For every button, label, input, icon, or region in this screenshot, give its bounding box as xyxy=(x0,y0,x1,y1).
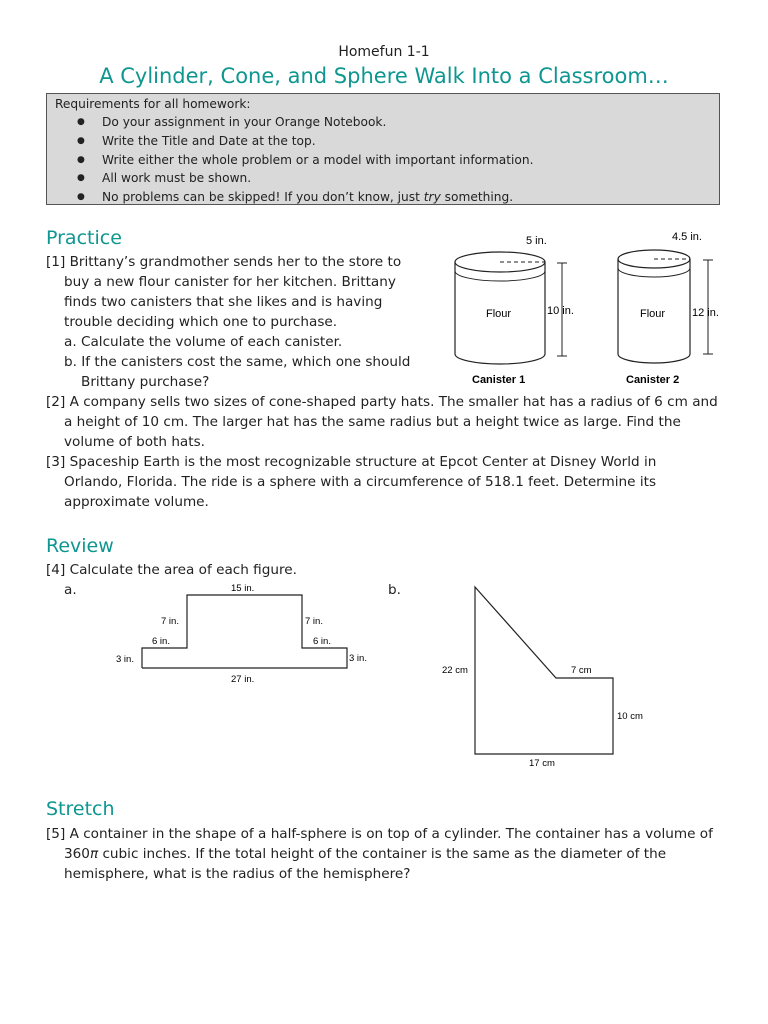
problem-3-line: Orlando, Florida. The ride is a sphere with a circumference of 518.1 feet. Determine its xyxy=(64,474,657,490)
requirement-item: ● All work must be shown. xyxy=(102,169,533,188)
problem-1-line: [1] Brittany’s grandmother sends her to the store to xyxy=(46,254,402,270)
requirements-title: Requirements for all homework: xyxy=(55,97,251,111)
problem-4: [4] Calculate the area of each figure. xyxy=(46,562,297,578)
requirement-item: ● Do your assignment in your Orange Notebook. xyxy=(102,113,533,132)
figure-a-bottom-label: 27 in. xyxy=(231,674,255,685)
figure-b-bottom-label: 17 cm xyxy=(529,758,555,769)
canister-2-height-label: 12 in. xyxy=(692,307,719,319)
figure-b-right-label: 10 cm xyxy=(617,711,643,722)
problem-2 xyxy=(46,392,718,452)
page-title: A Cylinder, Cone, and Sphere Walk Into a Classroom… xyxy=(99,64,669,88)
problem-5-line: [5] A container in the shape of a half-sphere is on top of a cylinder. The container has a volume of xyxy=(46,826,713,842)
figure-a-shape xyxy=(142,595,347,668)
canister-1 xyxy=(455,235,574,386)
canister-1-height-label: 10 in. xyxy=(547,305,574,317)
problem-2-line: a height of 10 cm. The larger hat has the same radius but a height twice as large. Find the xyxy=(64,414,681,430)
canister-2-caption: Canister 2 xyxy=(626,374,680,386)
figure-a-label: a. xyxy=(64,582,77,598)
figure-a-right-side-label: 3 in. xyxy=(349,653,367,664)
canisters-figure xyxy=(440,226,740,391)
figure-b-step-label: 7 cm xyxy=(571,665,592,676)
canister-2-rim xyxy=(618,268,690,277)
canister-1-radius-label: 5 in. xyxy=(526,235,547,247)
problem-1-part-a: a. Calculate the volume of each canister. xyxy=(64,334,343,350)
problem-3-line: approximate volume. xyxy=(64,494,209,510)
problem-1-line: Brittany purchase? xyxy=(81,374,210,390)
review-heading: Review xyxy=(46,535,114,557)
pi-symbol: π xyxy=(89,846,99,862)
problem-1-line: finds two canisters that she likes and is having xyxy=(64,294,383,310)
requirements-list xyxy=(47,113,533,207)
canister-2 xyxy=(618,231,719,386)
problem-2-line: volume of both hats. xyxy=(64,434,205,450)
requirement-item: ● Write either the whole problem or a model with important information. xyxy=(102,151,533,170)
stretch-heading: Stretch xyxy=(46,798,115,820)
problem-5 xyxy=(46,824,713,884)
problem-1-line: buy a new flour canister for her kitchen. Brittany xyxy=(64,274,396,290)
canister-2-flour-label: Flour xyxy=(640,308,666,320)
practice-heading: Practice xyxy=(46,227,122,249)
canister-1-flour-label: Flour xyxy=(486,308,512,320)
figure-a-left-side-label: 3 in. xyxy=(116,654,134,665)
figure-a-top-label: 15 in. xyxy=(231,583,255,594)
figure-a xyxy=(100,578,390,688)
page-subtitle: Homefun 1-1 xyxy=(338,44,430,60)
figure-b-label: b. xyxy=(388,582,401,598)
figure-b-left-label: 22 cm xyxy=(442,665,468,676)
problem-1-line: trouble deciding which one to purchase. xyxy=(64,314,338,330)
requirements-box xyxy=(46,93,720,205)
problem-5-line: hemisphere, what is the radius of the hemisphere? xyxy=(64,866,411,882)
requirement-item: ● Write the Title and Date at the top. xyxy=(102,132,533,151)
volume-number: 360 xyxy=(64,846,90,862)
figure-a-left-upper-label: 7 in. xyxy=(161,616,179,627)
canister-2-radius-label: 4.5 in. xyxy=(672,231,702,243)
problem-2-line: [2] A company sells two sizes of cone-shaped party hats. The smaller hat has a radius of 6 cm and xyxy=(46,394,718,410)
figure-b-shape xyxy=(475,587,613,754)
requirement-item: ● No problems can be skipped! If you don’t know, just try something. xyxy=(102,188,533,207)
problem-1-part-b: b. If the canisters cost the same, which one should xyxy=(64,354,411,370)
figure-a-left-step-label: 6 in. xyxy=(152,636,170,647)
problem-3 xyxy=(46,452,656,512)
canister-1-caption: Canister 1 xyxy=(472,374,526,386)
figure-b xyxy=(436,578,656,774)
figure-a-right-step-label: 6 in. xyxy=(313,636,331,647)
problem-1 xyxy=(46,252,410,392)
problem-5-line-rest: cubic inches. If the total height of the container is the same as the diameter of the xyxy=(98,846,667,862)
figure-a-right-upper-label: 7 in. xyxy=(305,616,323,627)
problem-3-line: [3] Spaceship Earth is the most recognizable structure at Epcot Center at Disney World in xyxy=(46,454,657,470)
problem-5-line xyxy=(46,844,713,864)
